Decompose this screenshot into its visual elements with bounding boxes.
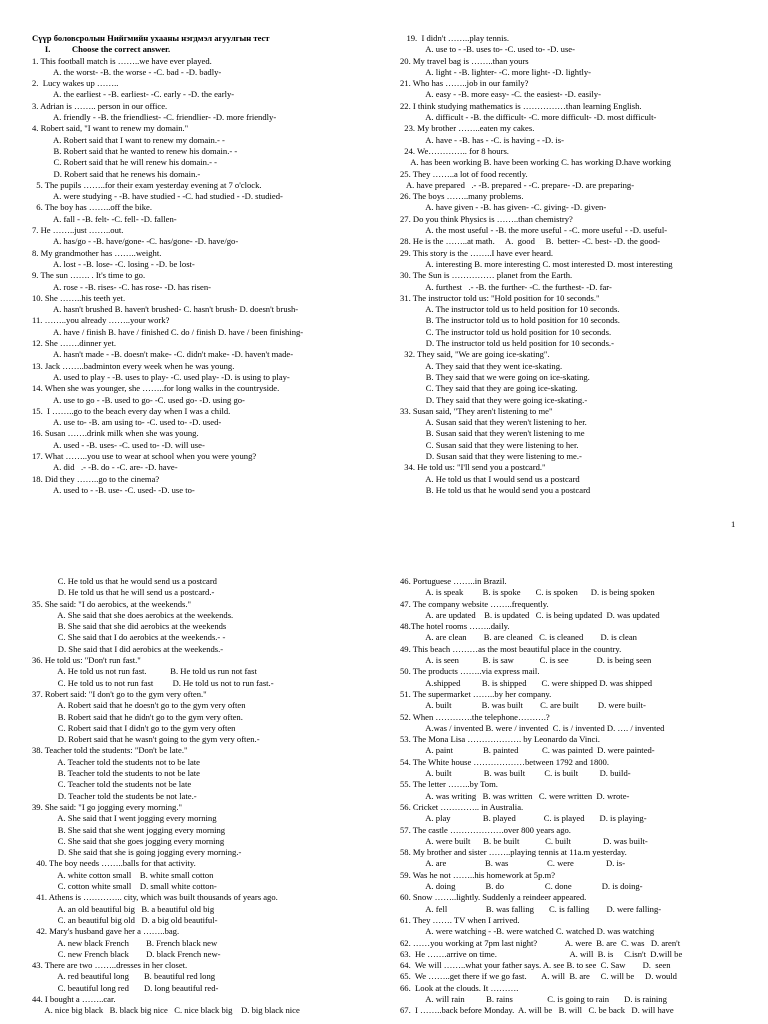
text-line: A. easy - -B. more easy- -C. the easiest- -D. easily- xyxy=(400,89,601,100)
text-line: C. an beautiful big old D. a big old beautiful- xyxy=(32,914,218,925)
text-line: C. Robert said that he will renew his domain.- - xyxy=(32,157,217,168)
text-line: B. He told us that he would send you a postcard xyxy=(400,484,591,495)
text-line: 21. Who has ……..job in our family? xyxy=(400,78,529,89)
text-line: A. use to- -B. am using to- -C. used to- -D. used- xyxy=(32,417,222,428)
text-line: 14. When she was younger, she ……..for long walks in the countryside. xyxy=(32,383,280,394)
text-line: 23. My brother ……..eaten my cakes. xyxy=(400,123,535,134)
text-line: A.was / invented B. were / invented C. is / invented D. …. / invented xyxy=(400,722,665,733)
text-line: 39. She said: "I go jogging every morning." xyxy=(32,801,182,812)
text-line: 55. The letter ……..by Tom. xyxy=(400,779,498,790)
text-line: A. built B. was built C. are built D. were built- xyxy=(400,700,646,711)
text-line: D. He told us that he will send us a postcard.- xyxy=(32,587,215,598)
text-line: 19. I didn't ……..play tennis. xyxy=(400,33,509,43)
text-line: B. Teacher told the students to not be late xyxy=(32,768,200,779)
text-line: A. are B. was C. were D. is- xyxy=(400,858,626,869)
text-line: A. Robert said that he doesn't go to the gym very often xyxy=(32,700,246,711)
text-line: 38. Teacher told the students: "Don't be late." xyxy=(32,745,188,756)
text-line: 26. The boys ……..many problems. xyxy=(400,191,524,202)
text-line: 46. Portuguese ……..in Brazil. xyxy=(400,576,507,586)
text-line: 43. There are two ……..dresses in her closet. xyxy=(32,960,188,971)
text-line: 47. The company website ……..frequently. xyxy=(400,598,549,609)
text-line: A. are clean B. are cleaned C. is cleaned D. is clean xyxy=(400,632,637,643)
text-line: A. use to go - -B. used to go- -C. used go- -D. using go- xyxy=(32,394,245,405)
page-two-left-column xyxy=(32,576,397,1017)
text-line: 33. Susan said, "They aren't listening to me" xyxy=(400,405,553,416)
text-line: 67. I ……..back before Monday. A. will be B. will C. be back D. will have xyxy=(400,1005,674,1016)
text-line: 15. I ……..go to the beach every day when I was a child. xyxy=(32,405,231,416)
text-line: 4. Robert said, "I want to renew my domain." xyxy=(32,123,189,134)
text-line: 10. She ……..his teeth yet. xyxy=(32,292,126,303)
text-line: A. doing B. do C. done D. is doing- xyxy=(400,881,643,892)
text-line: A. Robert said that I want to renew my domain.- - xyxy=(32,134,225,145)
text-line: 60. Snow ……..lightly. Suddenly a reindeer appeared. xyxy=(400,892,587,903)
text-line: 44. I bought a ……..car. xyxy=(32,993,116,1004)
text-line: A. have prepared .- -B. prepared - -C. prepare- -D. are preparing- xyxy=(400,179,635,190)
text-line: A. have / finish B. have / finished C. do / finish D. have / been finishing- xyxy=(32,326,304,337)
text-line: B. The instructor told us to hold position for 10 seconds. xyxy=(400,315,620,326)
text-line: A. an old beautiful big B. a beautiful old big xyxy=(32,903,215,914)
text-line: D. Teacher told the students be not late.- xyxy=(32,790,197,801)
document-heading: Сүүр боловсролын Нийгмийн ухааны нэгдмэл агуулгын тест xyxy=(32,33,270,43)
text-line: A. built B. was built C. is built D. build- xyxy=(400,768,631,779)
text-line: 3. Adrian is …….. person in our office. xyxy=(32,100,168,111)
text-line: A. have given - -B. has given- -C. giving- -D. given- xyxy=(400,202,607,213)
text-line: C. new French black D. black French new- xyxy=(32,948,221,959)
text-line: A. She said that I went jogging every morning xyxy=(32,813,217,824)
text-line: 50. The products ……..via express mail. xyxy=(400,666,540,677)
text-line: A. is seen B. is saw C. is see D. is being seen xyxy=(400,655,652,666)
text-line: 49. This beach ………as the most beautiful place in the country. xyxy=(400,643,622,654)
text-line: 32. They said, "We are going ice-skating". xyxy=(400,349,550,360)
text-line: 63. He …….arrive on time. A. will B. is C.isn't D.will be xyxy=(400,948,683,959)
text-line: C. Susan said that they were listening to her. xyxy=(400,439,579,450)
text-line: 13. Jack ……..badminton every week when he was young. xyxy=(32,360,235,371)
text-line: A. the earliest - -B. earliest- -C. early - -D. the early- xyxy=(32,89,235,100)
text-line: A. did .- -B. do - -C. are- -D. have- xyxy=(32,462,178,473)
text-line: A. difficult - -B. the difficult- -C. more difficult- -D. most difficult- xyxy=(400,112,657,123)
text-line: A. light - -B. lighter- -C. more light- -D. lightly- xyxy=(400,66,592,77)
text-line: 41. Athens is ………….. city, which was built thousands of years ago. xyxy=(32,892,278,903)
text-line: D. The instructor told us held position for 10 seconds.- xyxy=(400,338,614,349)
text-line: 37. Robert said: "I don't go to the gym very often." xyxy=(32,688,207,699)
text-line: 34. He told us: "I'll send you a postcard." xyxy=(400,462,546,473)
text-line: 11. ……..you already ……..your work? xyxy=(32,315,170,326)
text-line: A. Teacher told the students not to be late xyxy=(32,756,200,767)
text-line: 29. This story is the ……..I have ever heard. xyxy=(400,247,554,258)
text-line: D. Robert said that he renews his domain.- xyxy=(32,168,201,179)
text-line: 65. We ……..get there if we go fast. A. will B. are C. will be D. would xyxy=(400,971,677,982)
text-line: C. cotton white small D. small white cotton- xyxy=(32,881,217,892)
text-line: 51. The supermarket ……..by her company. xyxy=(400,688,552,699)
text-line: 40. The boy needs ……..balls for that activity. xyxy=(32,858,196,869)
text-line: 57. The castle ……………….over 800 years ago. xyxy=(400,824,571,835)
page-one-left-column xyxy=(32,33,392,496)
text-line: 2. Lucy wakes up …….. xyxy=(32,78,119,89)
text-line: A. He told us not run fast. B. He told us run not fast xyxy=(32,666,257,677)
text-line: A. the most useful - -B. the more useful - -C. more useful - -D. useful- xyxy=(400,225,668,236)
text-line: 56. Cricket ………….. in Australia. xyxy=(400,801,524,812)
text-line: A. has been working B. have been working C. has working D.have working xyxy=(400,157,671,168)
text-line: C. He told us to not run fast D. He told us not to run fast.- xyxy=(32,677,274,688)
text-line: 1. This football match is ……..we have ever played. xyxy=(32,55,212,66)
text-line: 27. Do you think Physics is ……..than chemistry? xyxy=(400,213,573,224)
text-line: A. were built B. be built C. built D. was built- xyxy=(400,835,648,846)
text-line: A. rose - -B. rises- -C. has rose- -D. has risen- xyxy=(32,281,211,292)
text-line: A. nice big black B. black big nice C. nice black big D. big black nice xyxy=(32,1005,300,1016)
text-line: 35. She said: "I do aerobics, at the weekends." xyxy=(32,598,192,609)
text-line: A. fall - -B. felt- -C. fell- -D. fallen- xyxy=(32,213,177,224)
text-line: C. They said that they are going ice-skating. xyxy=(400,383,578,394)
text-line: C. She said that she goes jogging every morning xyxy=(32,835,225,846)
text-line: 28. He is the ……..at math. A. good B. better- -C. best- -D. the good- xyxy=(400,236,660,247)
text-line: A. hasn't brushed B. haven't brushed- C. hasn't brush- D. doesn't brush- xyxy=(32,304,299,315)
text-line: 42. Mary's husband gave her a ……..bag. xyxy=(32,926,180,937)
text-line: D. Susan said that they were listening to me.- xyxy=(400,450,582,461)
text-line: 5. The pupils ……..for their exam yesterday evening at 7 o'clock. xyxy=(32,179,262,190)
text-line: 30. The Sun is …………… planet from the Earth. xyxy=(400,270,573,281)
text-line: A. were studying - -B. have studied - -C. had studied - -D. studied- xyxy=(32,191,283,202)
page-gap xyxy=(0,546,768,566)
text-line: A. The instructor told us to held position for 10 seconds. xyxy=(400,304,620,315)
text-line: A. play B. played C. is played D. is playing- xyxy=(400,813,647,824)
text-line: 9. The sun ……. . It's time to go. xyxy=(32,270,146,281)
text-line: A. has/go - -B. have/gone- -C. has/gone- -D. have/go- xyxy=(32,236,239,247)
text-line: C. She said that I do aerobics at the weekends.- - xyxy=(32,632,226,643)
text-line: 62. ……you working at 7pm last night? A. were B. are C. was D. aren't xyxy=(400,937,681,948)
text-line: 22. I think studying mathematics is ……………than learning English. xyxy=(400,100,642,111)
text-line: D. Robert said that he wasn't going to the gym very often.- xyxy=(32,734,260,745)
text-line: D. They said that they were going ice-skating.- xyxy=(400,394,588,405)
text-line: A.shipped B. is shipped C. were shipped D. was shipped xyxy=(400,677,653,688)
page-two xyxy=(0,566,768,1024)
text-line: A. use to - -B. uses to- -C. used to- -D. use- xyxy=(400,44,575,55)
text-line: 61. They ……. TV when I arrived. xyxy=(400,914,520,925)
text-line: A. lost - -B. lose- -C. losing - -D. be lost- xyxy=(32,258,195,269)
text-line: D. She said that I did aerobics at the weekends.- xyxy=(32,643,224,654)
text-line: A. hasn't made - -B. doesn't make- -C. didn't make- -D. haven't made- xyxy=(32,349,294,360)
page-one-right-column xyxy=(400,33,745,496)
text-line: A. interesting B. more interesting C. most interested D. most interesting xyxy=(400,258,673,269)
text-line: 31. The instructor told us: "Hold position for 10 seconds." xyxy=(400,292,600,303)
text-line: 24. We………….. for 8 hours. xyxy=(400,145,509,156)
text-line: A. were watching - -B. were watched C. watched D. was watching xyxy=(400,926,655,937)
text-line: 59. Was he not ……..his homework at 5p.m? xyxy=(400,869,556,880)
text-line: 58. My brother and sister ……..playing tennis at 11a.m yesterday. xyxy=(400,847,627,858)
text-line: 25. They ……..a lot of food recently. xyxy=(400,168,528,179)
text-line: 6. The boy has ……..off the bike. xyxy=(32,202,152,213)
page-two-right-column xyxy=(400,576,765,1017)
text-line: C. Teacher told the students not be late xyxy=(32,779,192,790)
page-number: 1 xyxy=(731,519,736,529)
text-line: B. Robert said that he didn't go to the gym very often. xyxy=(32,711,243,722)
text-line: A. Susan said that they weren't listening to her. xyxy=(400,417,587,428)
text-line: 48.The hotel rooms ……..daily. xyxy=(400,621,510,632)
text-line: C. Robert said that I didn't go to the gym very often xyxy=(32,722,236,733)
text-line: 64. We will ……..what your father says. A. see B. to see C. Saw D. seen xyxy=(400,960,671,971)
text-line: A. used - -B. uses- -C. used to- -D. will use- xyxy=(32,439,205,450)
text-line: A. red beautiful long B. beautiful red long xyxy=(32,971,216,982)
document-heading: I. Choose the correct answer. xyxy=(32,44,171,55)
text-line: 66. Look at the clouds. It ………. xyxy=(400,982,519,993)
text-line: C. beautiful long red D. long beautiful red- xyxy=(32,982,219,993)
text-line: 7. He ……..just ……..out. xyxy=(32,225,124,236)
text-line: 54. The White house ………………between 1792 and 1800. xyxy=(400,756,610,767)
text-line: D. She said that she is going jogging every morning.- xyxy=(32,847,242,858)
text-line: A. is speak B. is spoke C. is spoken D. is being spoken xyxy=(400,587,655,598)
text-line: 17. What ……..you use to wear at school when you were young? xyxy=(32,450,257,461)
text-line: 36. He told us: "Don't run fast." xyxy=(32,655,141,666)
text-line: A. She said that she does aerobics at the weekends. xyxy=(32,609,234,620)
text-line: A. friendly - -B. the friendliest- -C. friendlier- -D. more friendly- xyxy=(32,112,277,123)
text-line: 20. My travel bag is ……..than yours xyxy=(400,55,529,66)
text-line: A. white cotton small B. white small cotton xyxy=(32,869,214,880)
text-line: A. are updated B. is updated C. is being updated D. was updated xyxy=(400,609,660,620)
text-line: B. Robert said that he wanted to renew his domain.- - xyxy=(32,145,238,156)
text-line: B. Susan said that they weren't listening to me xyxy=(400,428,585,439)
text-line: A. was writing B. was written C. were written D. wrote- xyxy=(400,790,630,801)
text-line: A. fell B. was falling C. is falling D. were falling- xyxy=(400,903,662,914)
text-line: C. The instructor told us hold position for 10 seconds. xyxy=(400,326,612,337)
text-line: C. He told us that he would send us a postcard xyxy=(32,576,217,586)
text-line: 12. She …….dinner yet. xyxy=(32,338,117,349)
text-line: A. the worst- -B. the worse - -C. bad - -D. badly- xyxy=(32,66,222,77)
text-line: B. They said that we were going on ice-skating. xyxy=(400,371,590,382)
text-line: 16. Susan …….drink milk when she was young. xyxy=(32,428,199,439)
text-line: A. used to - -B. use- -C. used- -D. use to- xyxy=(32,484,195,495)
text-line: A. used to play - -B. uses to play- -C. used play- -D. is using to play- xyxy=(32,371,290,382)
text-line: A. have - -B. has - -C. is having - -D. is- xyxy=(400,134,564,145)
text-line: A. They said that they went ice-skating. xyxy=(400,360,563,371)
text-line: B. She said that she did aerobics at the weekends xyxy=(32,621,227,632)
text-line: 53. The Mona Lisa ………………. by Leonardo da Vinci. xyxy=(400,734,600,745)
text-line: A. paint B. painted C. was painted D. were painted- xyxy=(400,745,655,756)
text-line: A. He told us that I would send us a postcard xyxy=(400,473,580,484)
text-line: B. She said that she went jogging every morning xyxy=(32,824,226,835)
text-line: 52. When ………….the telephone……….? xyxy=(400,711,550,722)
text-line: A. will rain B. rains C. is going to rain D. is raining xyxy=(400,993,667,1004)
text-line: 8. My grandmother has ……..weight. xyxy=(32,247,162,258)
text-line: A. furthest .- -B. the further- -C. the furthest- -D. far- xyxy=(400,281,612,292)
text-line: 18. Did they ……..go to the cinema? xyxy=(32,473,160,484)
text-line: A. new black French B. French black new xyxy=(32,937,218,948)
